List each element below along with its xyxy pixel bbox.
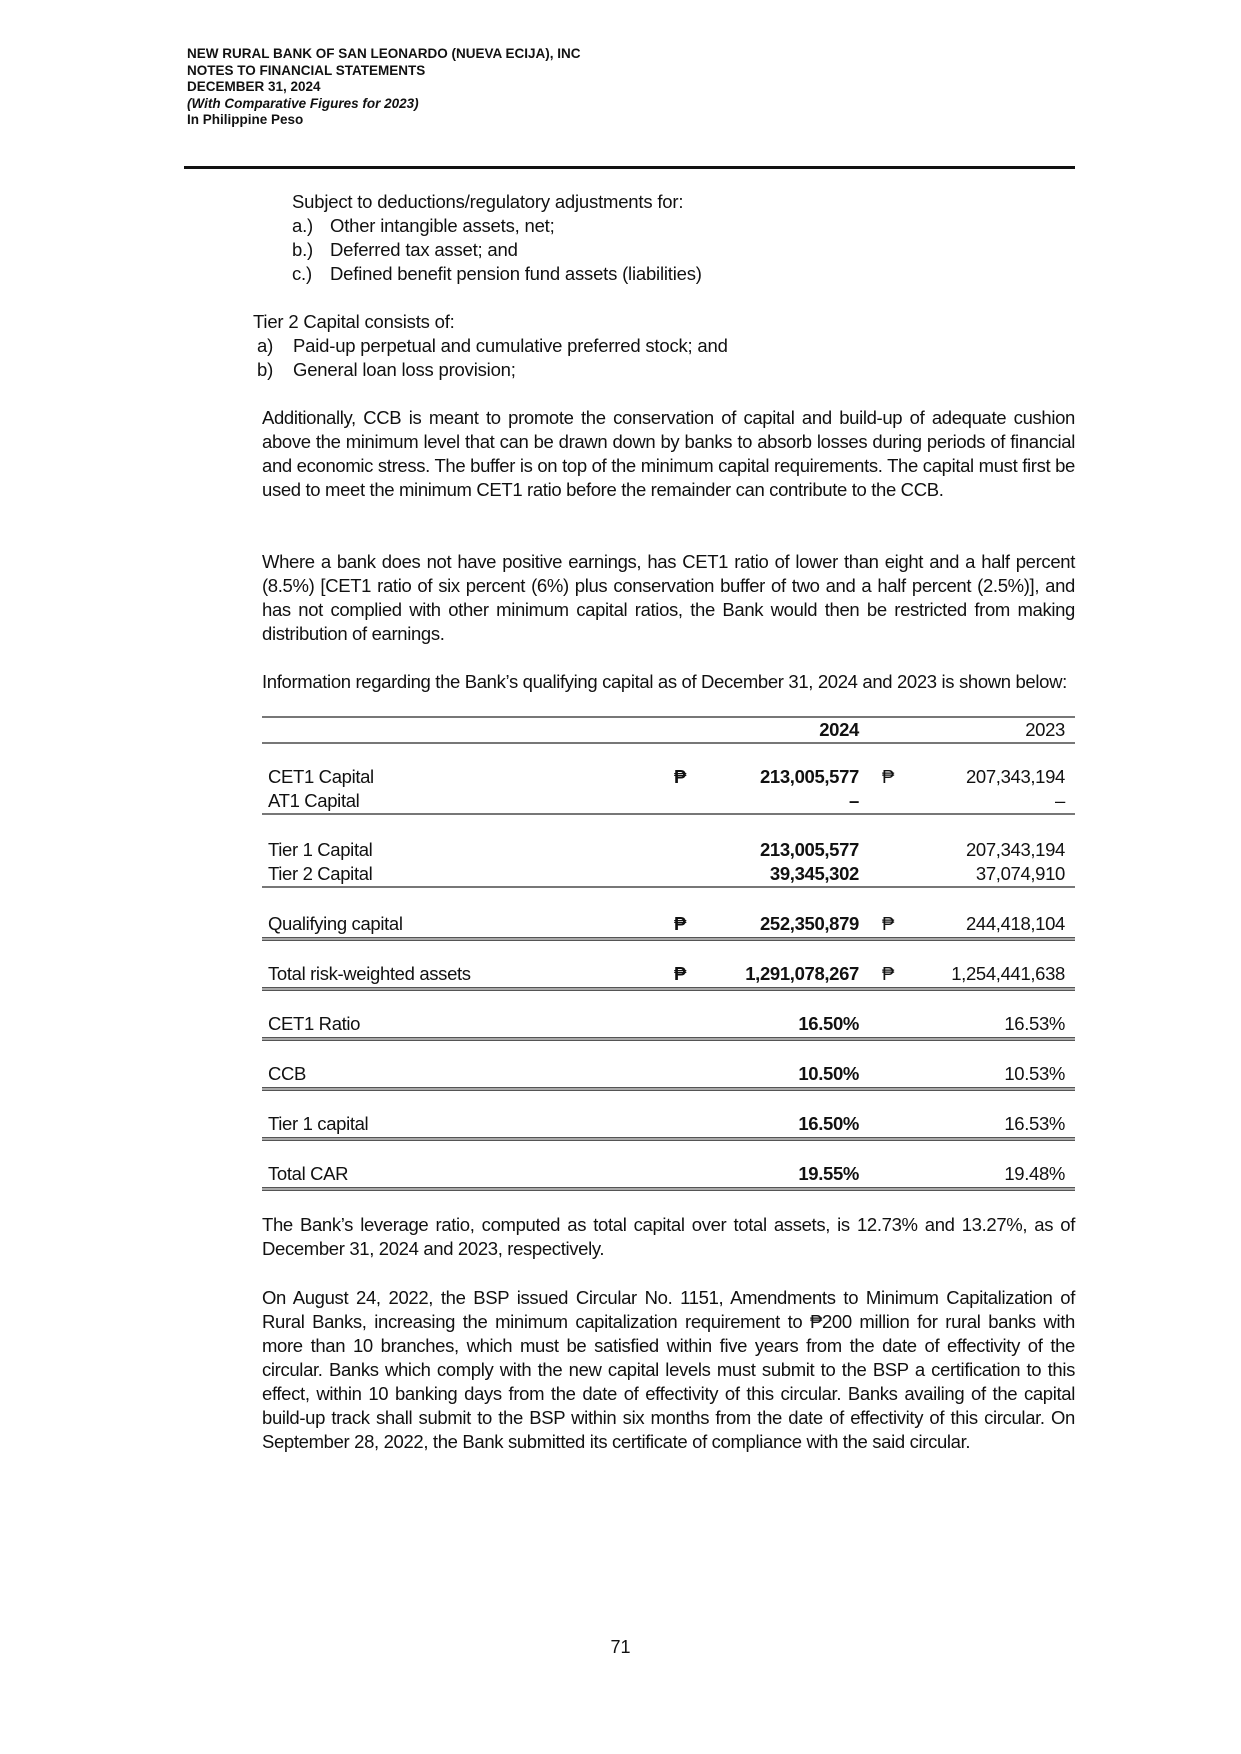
total-double-rule [262, 987, 1075, 991]
table-row: CCB 10.50% 10.53% [268, 1063, 1065, 1084]
peso-sign: ₱ [882, 963, 894, 984]
table-row: Tier 1 Capital 213,005,577 207,343,194 [268, 839, 1065, 860]
comparative-note: (With Comparative Figures for 2023) [187, 95, 419, 111]
peso-sign: ₱ [674, 766, 686, 787]
list-item: a) Paid-up perpetual and cumulative preferred stock; and [257, 335, 728, 356]
deductions-intro: Subject to deductions/regulatory adjustments for: [292, 191, 684, 212]
peso-sign: ₱ [674, 963, 686, 984]
list-item: a.) Other intangible assets, net; [292, 215, 555, 236]
table-row: CET1 Ratio 16.50% 16.53% [268, 1013, 1065, 1034]
table-row: CET1 Capital ₱ 213,005,577 ₱ 207,343,194 [268, 766, 1065, 787]
header-bottom-rule [262, 742, 1075, 744]
circular-paragraph: On August 24, 2022, the BSP issued Circular No. 1151, Amendments to Minimum Capitalization of Rural Banks, increasing the minimum capitalization requirement to ₱200 million for rural banks with more than 10 branches, which must be satisfied within five years from the date of effectivity of the circular. Banks which comply with the new capital levels must submit to the BSP a certification to this effect, within 10 banking days from the date of effectivity of this circular. Banks availing of the capital build-up track shall submit to the BSP within six months from the date of effectivity of this circular. On September 28, 2022, the Bank submitted its certificate of compliance with the said circular. [262, 1287, 1075, 1452]
deductions-list [292, 190, 702, 286]
document-header [187, 46, 581, 129]
bank-name: NEW RURAL BANK OF SAN LEONARDO (NUEVA ECIJA), INC [187, 46, 581, 61]
table-row: AT1 Capital – – [268, 790, 1065, 811]
statement-title: NOTES TO FINANCIAL STATEMENTS [187, 62, 426, 78]
total-double-rule [262, 937, 1075, 941]
table-intro-paragraph: Information regarding the Bank’s qualifying capital as of December 31, 2024 and 2023 is shown below: [262, 671, 1067, 692]
statement-date: DECEMBER 31, 2024 [187, 79, 321, 94]
list-item: b.) Deferred tax asset; and [292, 239, 518, 260]
restriction-paragraph: Where a bank does not have positive earnings, has CET1 ratio of lower than eight and a half percent (8.5%) [CET1 ratio of six percent (6%) plus conservation buffer of two and a half percent (2.5%)], and has not complied with other minimum capital ratios, the Bank would then be restricted from making distribution of earnings. [262, 551, 1075, 644]
total-double-rule [262, 1137, 1075, 1141]
ccb-paragraph: Additionally, CCB is meant to promote the conservation of capital and build-up of adequate cushion above the minimum level that can be drawn down by banks to absorb losses during periods of financial and economic stress. The buffer is on top of the minimum capital requirements. The capital must first be used to meet the minimum CET1 ratio before the remainder can contribute to the CCB. [262, 407, 1075, 500]
table-row: Total CAR 19.55% 19.48% [268, 1163, 1065, 1184]
list-item: b) General loan loss provision; [257, 359, 516, 380]
total-double-rule [262, 1187, 1075, 1191]
tier2-list [253, 310, 728, 382]
peso-sign: ₱ [882, 913, 894, 934]
column-header-2024: 2024 [819, 719, 859, 740]
tier2-intro: Tier 2 Capital consists of: [253, 311, 455, 332]
currency-note: In Philippine Peso [187, 112, 304, 127]
leverage-paragraph: The Bank’s leverage ratio, computed as total capital over total assets, is 12.73% and 13.27%, as of December 31, 2024 and 2023, respectively. [262, 1214, 1075, 1259]
subtotal-rule [262, 886, 1075, 888]
list-item: c.) Defined benefit pension fund assets (liabilities) [292, 263, 702, 284]
subtotal-rule [262, 813, 1075, 815]
total-double-rule [262, 1037, 1075, 1041]
table-row: Tier 2 Capital 39,345,302 37,074,910 [268, 863, 1065, 884]
total-double-rule [262, 1087, 1075, 1091]
column-header-2023: 2023 [1025, 719, 1065, 740]
page-number: 71 [610, 1637, 631, 1657]
peso-sign: ₱ [674, 913, 686, 934]
table-row: Total risk-weighted assets ₱ 1,291,078,267 ₱ 1,254,441,638 [268, 963, 1065, 984]
header-divider [184, 166, 1075, 169]
table-header-row [262, 718, 1075, 742]
table-row: Tier 1 capital 16.50% 16.53% [268, 1113, 1065, 1134]
peso-sign: ₱ [882, 766, 894, 787]
table-row: Qualifying capital ₱ 252,350,879 ₱ 244,418,104 [268, 913, 1065, 934]
